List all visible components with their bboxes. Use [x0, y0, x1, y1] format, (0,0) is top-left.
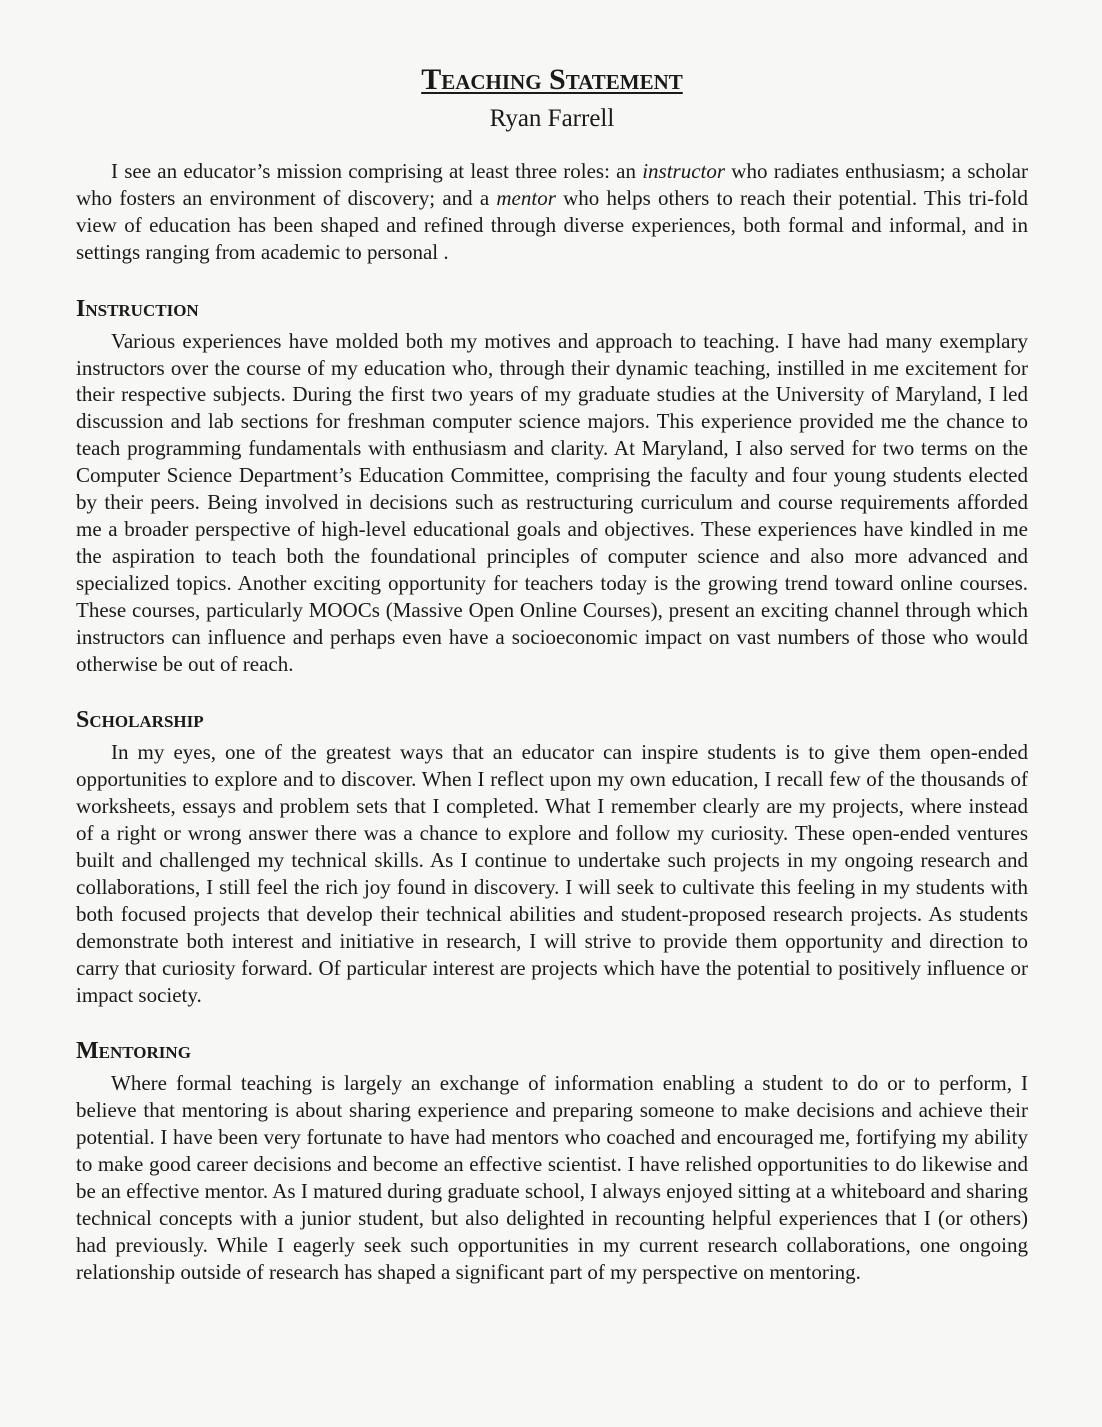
- section-body-scholarship: In my eyes, one of the greatest ways that an educator can inspire students is to give them open-ended opportunities to explore and to discover. When I reflect upon my own education, I recall few of the thousands of worksheets, essays and problem sets that I completed. What I remember clearly are my projects, where instead of a right or wrong answer there was a chance to explore and follow my curiosity. These open-ended ventures built and challenged my technical skills. As I continue to undertake such projects in my ongoing research and collaborations, I still feel the rich joy found in discovery. I will seek to cultivate this feeling in my students with both focused projects that develop their technical abilities and student-proposed research projects. As students demonstrate both interest and initiative in research, I will strive to provide them opportunity and direction to carry that curiosity forward. Of particular interest are projects which have the potential to positively influence or impact society.: [76, 740, 1028, 1007]
- intro-text-2: who radiates enthusiasm; a scholar who fosters an environment of discovery; and a: [76, 159, 1028, 210]
- section-scholarship: [76, 705, 1028, 1008]
- section-body-instruction: Various experiences have molded both my motives and approach to teaching. I have had many exemplary instructors over the course of my education who, through their dynamic teaching, instilled in me excitement for their respective subjects. During the first two years of my graduate studies at the University of Maryland, I led discussion and lab sections for freshman computer science majors. This experience provided me the chance to teach programming fundamentals with enthusiasm and clarity. At Maryland, I also served for two terms on the Computer Science Department’s Education Committee, comprising the faculty and four young students elected by their peers. Being involved in decisions such as restructuring curriculum and course requirements afforded me a broader perspective of high-level educational goals and objectives. These experiences have kindled in me the aspiration to teach both the foundational principles of computer science and also more advanced and specialized topics. Another exciting opportunity for teachers today is the growing trend toward online courses. These courses, particularly MOOCs (Massive Open Online Courses), present an exciting channel through which instructors can influence and perhaps even have a socioeconomic impact on vast numbers of those who would otherwise be out of reach.: [76, 328, 1028, 676]
- author-name: Ryan Farrell: [489, 105, 615, 132]
- section-heading-instruction: Instruction: [76, 295, 199, 322]
- section-heading-scholarship: Scholarship: [76, 707, 204, 734]
- document-title: Teaching Statement: [421, 63, 683, 96]
- intro-text-1: I see an educator’s mission comprising at least three roles: an: [111, 159, 643, 183]
- intro-emphasis-instructor: instructor: [642, 159, 726, 183]
- document-page: [76, 62, 1028, 1286]
- intro-paragraph: [76, 158, 1028, 266]
- section-instruction: [76, 294, 1028, 678]
- section-mentoring: [76, 1036, 1028, 1285]
- intro-text-3: who helps others to reach their potential. This tri-fold view of education has been shaped and refined through diverse experiences, both formal and informal, and in settings ranging from academic to personal .: [76, 185, 1028, 264]
- section-body-mentoring: Where formal teaching is largely an exchange of information enabling a student to do or to perform, I believe that mentoring is about sharing experience and preparing someone to make decisions and achieve their potential. I have been very fortunate to have had mentors who coached and encouraged me, fortifying my ability to make good career decisions and become an effective scientist. I have relished opportunities to do likewise and be an effective mentor. As I matured during graduate school, I always enjoyed sitting at a whiteboard and sharing technical concepts with a junior student, but also delighted in recounting helpful experiences that I (or others) had previously. While I eagerly seek such opportunities in my current research collaborations, one ongoing relationship outside of research has shaped a significant part of my perspective on mentoring.: [76, 1071, 1028, 1284]
- intro-emphasis-mentor: mentor: [496, 185, 556, 210]
- section-heading-mentoring: Mentoring: [76, 1038, 191, 1065]
